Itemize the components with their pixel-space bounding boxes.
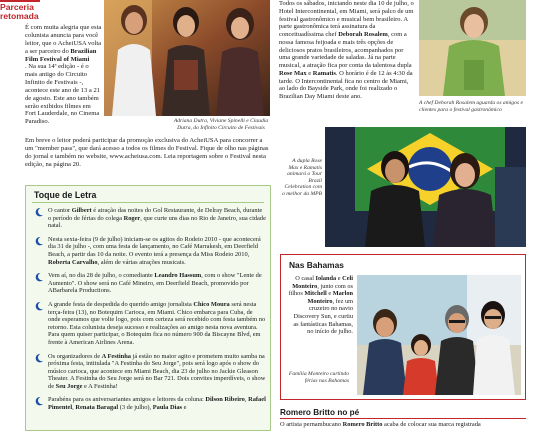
parceria-article bbox=[25, 24, 102, 64]
chef-photo bbox=[419, 0, 526, 96]
chef-caption: A chef Deborah Rosalem aguarda os amigos e clientes para o festival gastronômico bbox=[419, 100, 523, 113]
romero-britto-title: Romero Britto no pé bbox=[280, 408, 360, 417]
toque-de-letra-title: Toque de Letra bbox=[34, 190, 97, 200]
romero-britto-body: O artista pernambucano Romero Britto acaba de colocar sua marca registrada bbox=[280, 421, 481, 428]
parceria-text-b: . Na sua 14ª edição - é o mais antigo do Circuito Infinito de Festivais -, acontece este ano de 13 a 21 de agosto. Este ano também serão exibidos filmes em Fort Lauderdale, no Cinema Paradiso. bbox=[25, 63, 101, 126]
crescent-moon-icon bbox=[34, 207, 44, 217]
parceria-text-a: É com muita alegria que esta colunista anuncia para você leitor, que o AcheiUSA volta a ser parceiro do Brazilian Film Festival of Miami bbox=[25, 24, 102, 63]
toque-item-parabens: Parabéns para os aniversariantes amigos e leitores da coluna: Dilson Ribeiro, Rafael Pimentel, Renata Baragal (3 de julho), Paula Dias e bbox=[32, 396, 266, 411]
romero-britto-text bbox=[280, 421, 526, 431]
crescent-moon-icon bbox=[34, 236, 44, 246]
chef-image bbox=[419, 0, 526, 96]
section-title-parceria: Parceria retomada bbox=[0, 2, 39, 21]
intercontinental-text: Todos os sábados, iniciando neste dia 10 de julho, o Hotel Intercontinental, em Miami, será palco de um festival gastronômico e musical bem brasileiro. A parte gastronômica terá assinatura da conceituadíssima chef Deborah Rosalem, com a nossa famosa feijoada e mais três opções de deliciosos pratos brasileiros, acompanhados por uma grande variedade de saladas. Já na parte musical, a atração fica por conta da talentosa dupla Rose Max e Ramatis. O horário é de 12 às 4:30 da tarde. O Intercontinental fica no centro de Miami, ao lado do Bayside Park, onde foi realizado o Brazilian Day Miami deste ano. bbox=[279, 0, 414, 100]
nas-bahamas-box bbox=[280, 254, 526, 400]
toque-item-festinha: Os organizadores de A Festinha já estão no maior agito e prometem muito samba na próxima festa, intitulada "A Festinha do Seu Jorge", pois será logo após o show do músico carioca, que acontece em Miami Beach, dia 23 de julho no Jackie Gleason Theater. A Festinha do Seu Jorge será no Bar 721. Dois convites imperdíveis, o show de Seu Jorge e A Festinha! bbox=[32, 353, 266, 391]
nas-bahamas-title: Nas Bahamas bbox=[289, 260, 344, 270]
toque-item-gilbert: O cantor Gilbert é atração das noites do Gol Restaurante, de Delray Beach, durante o período de férias do colega Roger, que curte uns dias no Rio de Janeiro, sua cidade natal. bbox=[32, 207, 266, 230]
rose-max-caption: A dupla Rose Max e Ramatis animará o Tour Brazil Celebration com o melhor da MPB bbox=[282, 158, 322, 197]
festival-organizers-photo bbox=[104, 0, 270, 116]
rose-max-ramatis-photo bbox=[325, 127, 526, 247]
romero-britto-divider bbox=[280, 418, 526, 419]
toque-de-letra-box bbox=[25, 185, 271, 431]
intercontinental-article bbox=[279, 0, 415, 101]
festival-organizers-image bbox=[104, 0, 270, 116]
crescent-moon-icon bbox=[34, 396, 44, 406]
toque-de-letra-divider bbox=[32, 202, 264, 203]
crescent-moon-icon bbox=[34, 272, 44, 282]
nas-bahamas-caption: Família Monteiro curtindo férias nas Bahamas bbox=[288, 371, 349, 384]
toque-item-rodeio: Nesta sexta-feira (9 de julho) iniciam-se os agitos do Rodeio 2010 - que acontecerá dia 31 de julho -, com uma festa de lançamento, no Café Marrakesh, em Deerfield Beach, a partir das 10 da noite. O evento terá a presença da Miss Rodeio 2010, Roberta Carvalho, além de várias atrações musicais. bbox=[32, 236, 266, 266]
toque-item-hassum: Vem aí, no dia 28 de julho, o comediante Leandro Hassum, com o show "Lente de Aumento". O show será no Café Mineiro, em Deerfield Beach, promovido por ABarbarela Productions. bbox=[32, 272, 266, 295]
nas-bahamas-text bbox=[287, 275, 353, 336]
festival-organizers-caption: Adriana Dutra, Viviane Spinelli e Claudia Dutra, do Infinito Circuito de Festivais bbox=[173, 118, 269, 131]
crescent-moon-icon bbox=[34, 301, 44, 311]
toque-items bbox=[32, 207, 266, 412]
rose-max-ramatis-image bbox=[325, 127, 526, 247]
nas-bahamas-body: O casal Iolanda e Celi Monteiro, junto com os filhos Mitchell e Marlon Monteiro, fez um cruzeiro no navio Discovery Sun, e curtiu as fantásticas Bahamas, no início de julho. bbox=[288, 275, 353, 336]
toque-item-chico-moura: A grande festa de despedida do querido amigo jornalista Chico Moura será nesta terça-feira (13), no Botequim Carioca, em Miami. Chico embarca para Cuba, de onde esperamos que volte logo, pois com certeza será recebido com festa também no retorno. Esta colunista deseja sucesso e realizações ao amigo nesta nova aventura. Para quem quiser participar, o Botequim fica no número 900 da Biscayne Blvd, em frente à American Airlines Arena. bbox=[32, 301, 266, 347]
crescent-moon-icon bbox=[34, 353, 44, 363]
parceria-text-c: Em breve o leitor poderá participar da promoção exclusiva do AcheiUSA para concorrer a um "member pass", que dará acesso a todos os filmes do Festival. Fique de olho nas páginas do jornal e também no website, www.acheiusa.com. Leia reportagem sobre o Festival nesta edição, na página 20. bbox=[25, 137, 269, 168]
monteiro-family-image bbox=[357, 275, 521, 395]
parceria-article-wide bbox=[25, 137, 270, 177]
monteiro-family-photo bbox=[357, 275, 521, 395]
